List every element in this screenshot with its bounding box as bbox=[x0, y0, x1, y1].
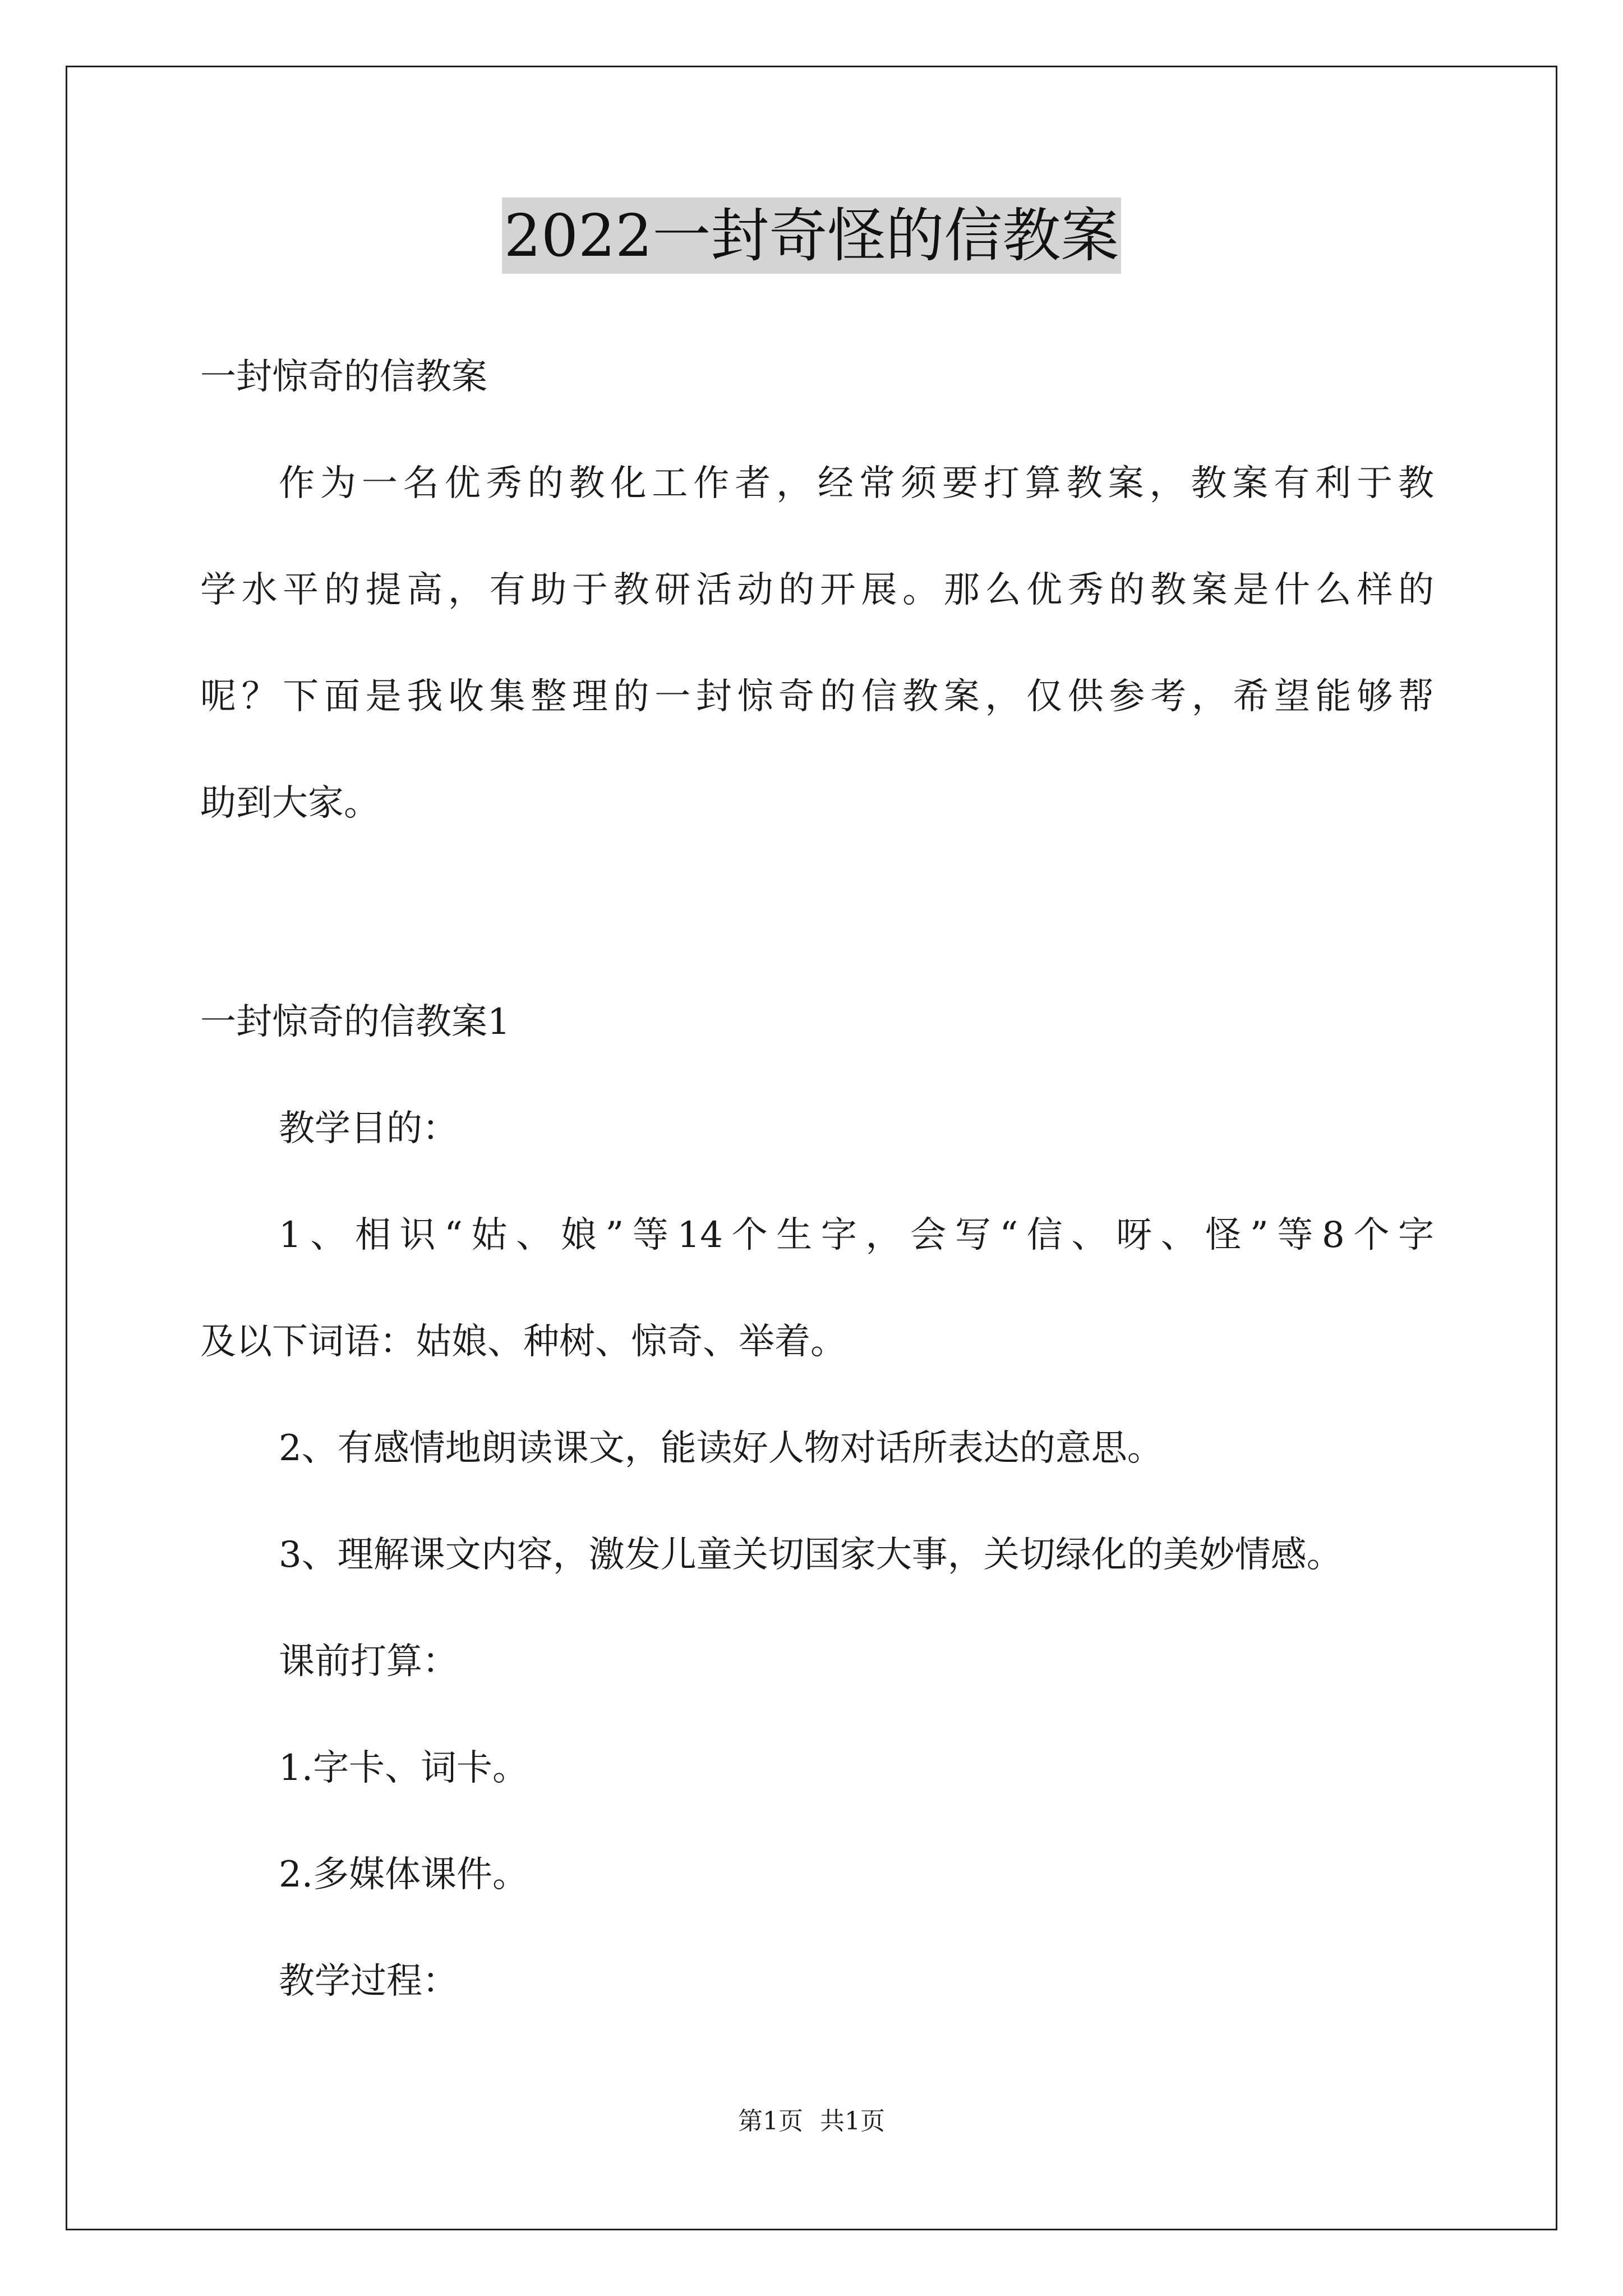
document-subtitle: 一封惊奇的信教案 bbox=[200, 356, 487, 398]
page-footer bbox=[0, 2101, 1623, 2137]
page-number-total: 共1页 bbox=[820, 2107, 885, 2136]
objective-3: 3、理解课文内容，激发儿童关切国家大事，关切绿化的美妙情感。 bbox=[279, 1534, 1343, 1576]
prep-item-1: 1.字卡、词卡。 bbox=[279, 1747, 529, 1789]
objectives-heading: 教学目的： bbox=[279, 1108, 458, 1149]
intro-line-3: 呢？下面是我收集整理的一封惊奇的信教案，仅供参考，希望能够帮 bbox=[200, 676, 1434, 717]
section-heading: 一封惊奇的信教案1 bbox=[200, 1001, 510, 1043]
objective-1-line-1: 1、相识“姑、娘”等14个生字，会写“信、呀、怪”等8个字 bbox=[279, 1214, 1434, 1256]
prep-heading: 课前打算： bbox=[279, 1641, 458, 1682]
intro-line-1: 作为一名优秀的教化工作者，经常须要打算教案，教案有利于教 bbox=[279, 463, 1434, 504]
document-body bbox=[200, 0, 1434, 2296]
objective-1-line-2: 及以下词语：姑娘、种树、惊奇、举着。 bbox=[200, 1321, 846, 1363]
objective-2: 2、有感情地朗读课文，能读好人物对话所表达的意思。 bbox=[279, 1428, 1163, 1469]
process-heading: 教学过程： bbox=[279, 1961, 458, 2002]
page-number-current: 第1页 bbox=[738, 2107, 803, 2136]
intro-line-4: 助到大家。 bbox=[200, 783, 380, 824]
prep-item-2: 2.多媒体课件。 bbox=[279, 1854, 529, 1895]
document-title: 2022一封奇怪的信教案 bbox=[502, 197, 1122, 274]
intro-line-2: 学水平的提高，有助于教研活动的开展。那么优秀的教案是什么样的 bbox=[200, 569, 1434, 611]
